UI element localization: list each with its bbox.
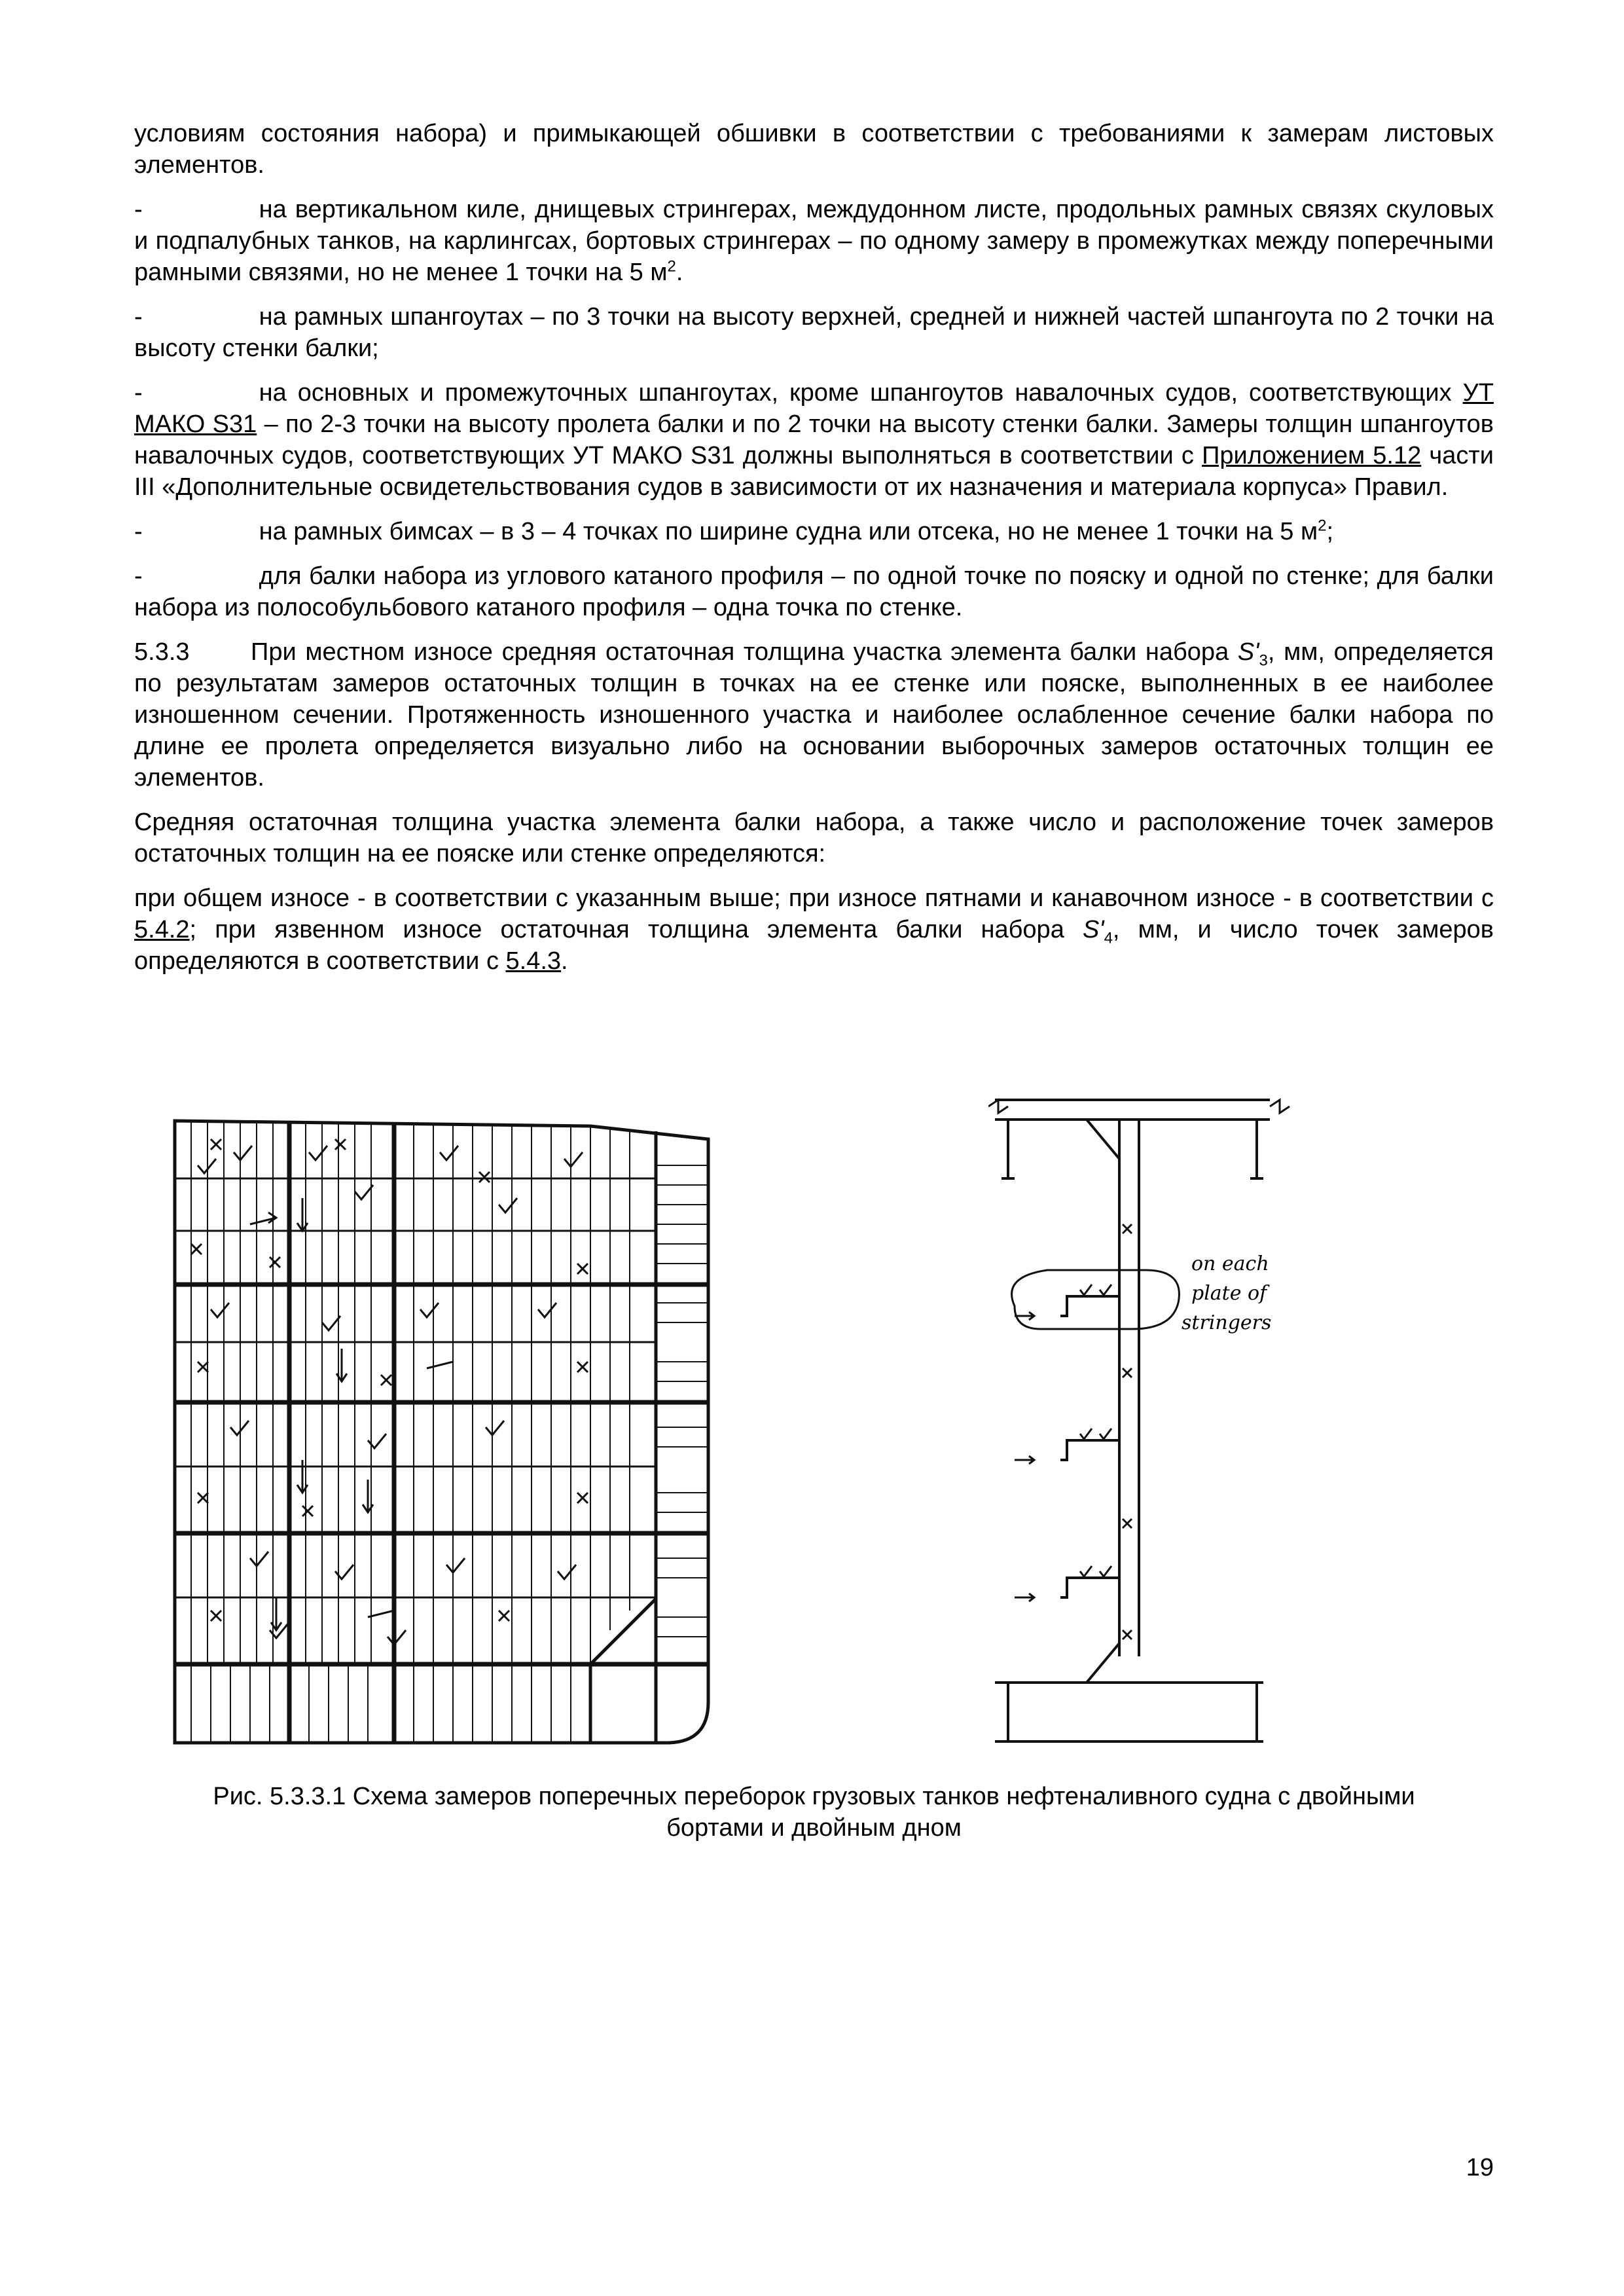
dash: -	[134, 379, 143, 407]
section-5-3-3: 5.3.3 При местном износе средняя остаточная толщина участка элемента балки набора $S'_3$, мм, определяется по результатам замеров остаточных толщин в точках на ее стенке или пояске, выполненных в ее наиболее изношенном сечении. Протяженность изношенного участка и наиболее ослабленное сечение балки набора по длине ее пролета определяется визуально либо на основании выборочных замеров остаточных толщин ее элементов.	[134, 636, 1494, 793]
body-text	[134, 118, 1494, 990]
annotation-line-1: on each	[1191, 1252, 1269, 1275]
annotation-line-2: plate of	[1191, 1282, 1267, 1305]
list-item-web-frames: - на рамных шпангоутах – по 3 точки на высоту верхней, средней и нижней частей шпангоута по 2 точки на высоту стенки балки;	[134, 303, 1494, 362]
link-5-4-2[interactable]: 5.4.2	[134, 916, 190, 943]
dash: -	[134, 518, 143, 545]
list-item-deck-beams: - на рамных бимсах – в 3 – 4 точках по ширине судна или отсека, но не менее 1 точки на 5 $м^2$;	[134, 517, 1334, 545]
paragraph-average-thickness: Средняя остаточная толщина участка элемента балки набора, а также число и расположение точек замеров остаточных толщин на ее пояске или стенке определяются:	[134, 809, 1494, 867]
link-appendix-5-12[interactable]: Приложением 5.12	[1202, 442, 1422, 469]
link-5-4-3[interactable]: 5.4.3	[505, 947, 562, 975]
list-item-profiles: - для балки набора из углового катаного профиля – по одной точке по пояску и одной по стенке; для балки набора из полособульбового катаного профиля – одна точка по стенке.	[134, 562, 1494, 621]
dash: -	[134, 303, 143, 331]
dash: -	[134, 562, 143, 590]
paragraph-wear-types: при общем износе - в соответствии с указанным выше; при износе пятнами и канавочном износе - в соответствии с 5.4.2; при язвенном износе остаточная толщина элемента балки набора $S'_4$, мм, и число точек замеров определяются в соответствии с 5.4.3.	[134, 884, 1494, 975]
link-ut-mako-s31[interactable]: УТ МАКО S31	[134, 379, 1494, 438]
stringer-section-figure	[988, 1093, 1407, 1755]
page-number: 19	[1466, 2154, 1494, 2181]
list-item-longitudinal: - на вертикальном киле, днищевых стрингерах, междудонном листе, продольных рамных связях скуловых и подпалубных танков, на карлингсах, бортовых стрингерах – по одному замеру в промежутках между поперечными рамными связями, но не менее 1 точки на 5 $м^2$.	[134, 196, 1494, 286]
annotation-line-3: stringers	[1182, 1311, 1272, 1334]
section-number: 5.3.3	[134, 638, 190, 666]
dash: -	[134, 196, 143, 223]
figure-caption: Рис. 5.3.3.1 Схема замеров поперечных переборок грузовых танков нефтеналивного судна с двойными бортами и двойным дном	[213, 1783, 1415, 1842]
bulkhead-sketch-figure	[171, 1113, 721, 1748]
list-item-main-frames: - на основных и промежуточных шпангоутах, кроме шпангоутов навалочных судов, соответствующих УТ МАКО S31 – по 2-3 точки на высоту пролета балки и по 2 точки на высоту стенки балки. Замеры толщин шпангоутов навалочных судов, соответствующих УТ МАКО S31 должны выполняться в соответствии с Приложением 5.12 части III «Дополнительные освидетельствования судов в зависимости от их назначения и материала корпуса» Правил.	[134, 379, 1494, 501]
paragraph-continuation: условиям состояния набора) и примыкающей обшивки в соответствии с требованиями к замерам листовых элементов.	[134, 120, 1494, 179]
